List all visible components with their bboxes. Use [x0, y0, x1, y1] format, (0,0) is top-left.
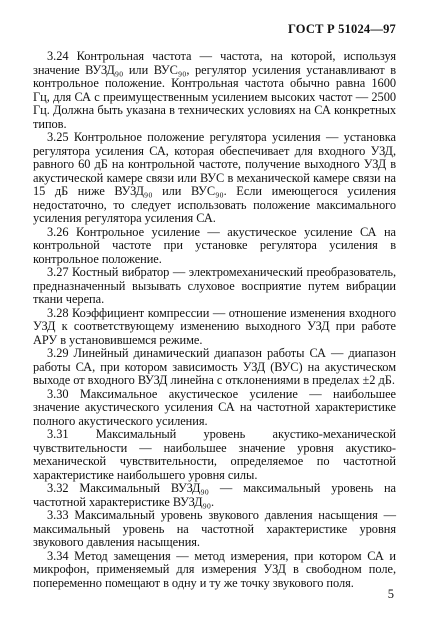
document-body: [33, 50, 396, 590]
paragraph-3-34: 3.34 Метод замещения — метод измерения, при котором СА и микрофон, применяемый для измерения УЗД в свободном поле, попеременно помещают в одну и ту же точку звукового поля.: [33, 548, 396, 590]
paragraph-3-26: 3.26 Контрольное усиление — акустическое усиление СА на контрольной частоте при установке регулятора усиления в контрольное положение.: [33, 224, 396, 266]
page-number: 5: [387, 587, 394, 601]
paragraph-3-24: 3.24 Контрольная частота — частота, на которой, используя значение ВУЗД₉₀ или ВУС₉₀, регулятор усиления устанавливают в контрольное положение. Контрольная частота обычно равна 1600 Гц, для СА с преимущественным усилением высоких частот — 2500 Гц. Должна быть указана в технических условиях на СА конкретных типов.: [33, 49, 396, 131]
paragraph-3-28: 3.28 Коэффициент компрессии — отношение изменения входного УЗД к соответствующему изменению выходного УЗД при работе АРУ в установившемся режиме.: [33, 305, 396, 347]
paragraph-3-31: 3.31 Максимальный уровень акустико-механической чувствительности — наибольшее значение уровня акустико-механической чувствительности, определяемое по частотной характеристике наибольшего уровня силы.: [33, 427, 396, 482]
paragraph-3-30: 3.30 Максимальное акустическое усиление — наибольшее значение акустического усиления СА на частотной характеристике полного акустического усиления.: [33, 386, 396, 428]
paragraph-3-32: 3.32 Максимальный ВУЗД₉₀ — максимальный уровень на частотной характеристике ВУЗД₉₀.: [33, 481, 396, 509]
standard-header: ГОСТ Р 51024—97: [287, 22, 396, 36]
paragraph-3-33: 3.33 Максимальный уровень звукового давления насыщения — максимальный уровень на частотной характеристике уровня звукового давления насыщения.: [33, 508, 396, 549]
paragraph-3-27: 3.27 Костный вибратор — электромеханический преобразователь, предназначенный вызывать слуховое восприятие путем вибрации ткани черепа.: [33, 265, 396, 306]
paragraph-3-25: 3.25 Контрольное положение регулятора усиления — установка регулятора усиления СА, которая обеспечивает для входного УЗД, равного 60 дБ на контрольной частоте, получение выходного УЗД в акустической камере связи или ВУС в механической камере связи на 15 дБ ниже ВУЗД₉₀ или ВУС₉₀. Если имеющегося усиления недостаточно, то следует использовать положение максимального усиления регулятора усиления СА.: [33, 130, 396, 225]
paragraph-3-29: 3.29 Линейный динамический диапазон работы СА — диапазон работы СА, при котором зависимость УЗД (ВУС) на акустическом выходе от входного ВУЗД линейна с отклонениями в пределах ±2 дБ.: [33, 346, 396, 387]
